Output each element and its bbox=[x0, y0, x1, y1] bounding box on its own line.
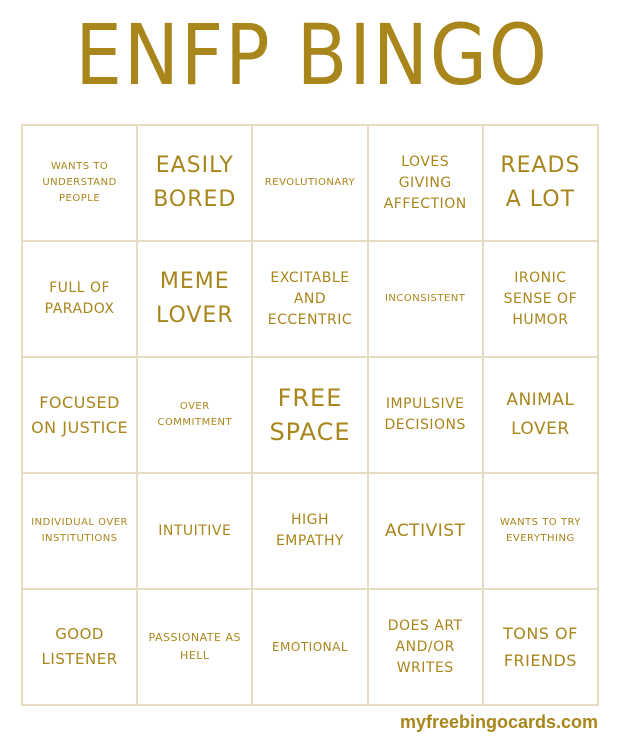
bingo-cell[interactable]: HIGH EMPATHY bbox=[253, 474, 368, 590]
bingo-cell[interactable]: EMOTIONAL bbox=[253, 590, 368, 706]
bingo-cell[interactable]: TONS OF FRIENDS bbox=[484, 590, 599, 706]
bingo-cell[interactable]: EXCITABLE AND ECCENTRIC bbox=[253, 242, 368, 358]
page-title: ENFP BINGO bbox=[75, 6, 549, 104]
bingo-cell[interactable]: EASILY BORED bbox=[138, 126, 253, 242]
bingo-cell[interactable]: ACTIVIST bbox=[369, 474, 484, 590]
bingo-cell[interactable]: INTUITIVE bbox=[138, 474, 253, 590]
bingo-cell[interactable]: INDIVIDUAL OVER INSTITUTIONS bbox=[23, 474, 138, 590]
site-link[interactable]: myfreebingocards.com bbox=[399, 712, 598, 732]
bingo-cell[interactable]: WANTS TO TRY EVERYTHING bbox=[484, 474, 599, 590]
bingo-cell[interactable]: INCONSISTENT bbox=[369, 242, 484, 358]
bingo-cell[interactable]: FULL OF PARADOX bbox=[23, 242, 138, 358]
bingo-cell[interactable]: MEME LOVER bbox=[138, 242, 253, 358]
bingo-cell[interactable]: PASSIONATE AS HELL bbox=[138, 590, 253, 706]
bingo-board bbox=[21, 124, 599, 706]
bingo-cell[interactable]: IRONIC SENSE OF HUMOR bbox=[484, 242, 599, 358]
bingo-cell[interactable]: LOVES GIVING AFFECTION bbox=[369, 126, 484, 242]
bingo-cell[interactable]: DOES ART AND/OR WRITES bbox=[369, 590, 484, 706]
bingo-cell[interactable]: WANTS TO UNDERSTAND PEOPLE bbox=[23, 126, 138, 242]
bingo-cell[interactable]: IMPULSIVE DECISIONS bbox=[369, 358, 484, 474]
bingo-cell[interactable]: REVOLUTIONARY bbox=[253, 126, 368, 242]
bingo-cell[interactable]: ANIMAL LOVER bbox=[484, 358, 599, 474]
free-space-cell[interactable]: FREE SPACE bbox=[253, 358, 368, 474]
bingo-cell[interactable]: READS A LOT bbox=[484, 126, 599, 242]
bingo-cell[interactable]: GOOD LISTENER bbox=[23, 590, 138, 706]
bingo-cell[interactable]: FOCUSED ON JUSTICE bbox=[23, 358, 138, 474]
bingo-cell[interactable]: OVER COMMITMENT bbox=[138, 358, 253, 474]
